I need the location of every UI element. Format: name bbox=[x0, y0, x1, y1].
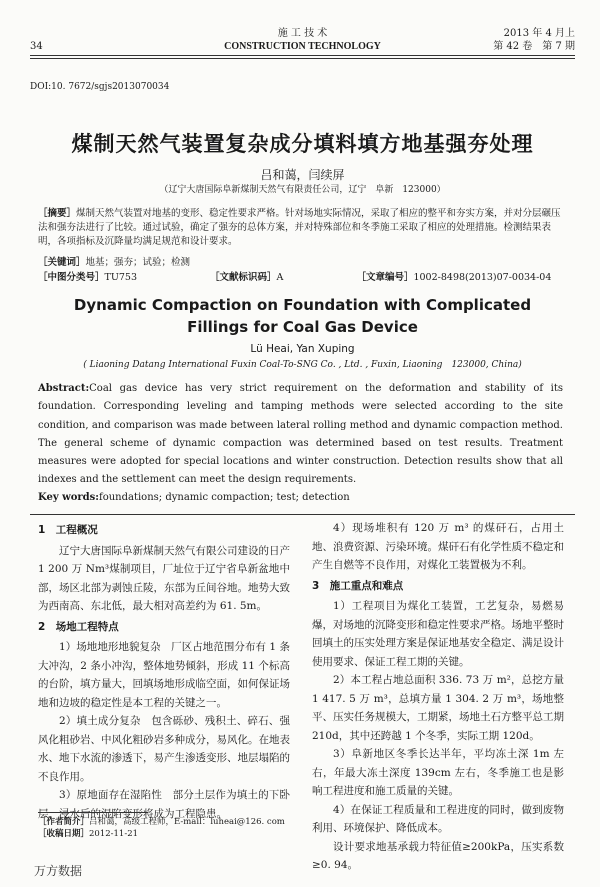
doi: DOI:10. 7672/sgjs2013070034 bbox=[30, 82, 170, 92]
abstract-cn bbox=[38, 207, 563, 249]
paragraph: 1）工程项目为煤化工装置，工艺复杂，易燃易爆，对场地的沉降变形和稳定性要求严格。场地平整时回填土的压实处理方案是保证地基安全稳定、满足设计使用要求、保证工程工期的关键。 bbox=[312, 600, 564, 668]
title-en-line1: Dynamic Compaction on Foundation with Complicated bbox=[73, 296, 532, 314]
issue-date: 2013 年 4 月上 bbox=[503, 28, 575, 39]
article-id-label: ［文章编号］ bbox=[356, 272, 414, 283]
paragraph: 2）本工程占地总面积 336. 73 万 m²，总挖方量 1 417. 5 万 m³，总填方量 1 304. 2 万 m³，场地整平、压实任务规模大，工期紧，场地土石方整平总工期 210d，其中还跨越 1 个冬季，实际工期 120d。 bbox=[312, 674, 564, 742]
author-bio-text: 吕和蔼，高级工程师，E-mail：luheai@126. com bbox=[89, 817, 285, 827]
received-date-text: 2012-11-21 bbox=[89, 829, 139, 839]
section-heading-1: 1 工程概况 bbox=[38, 524, 98, 536]
keywords-en-label: Key words: bbox=[38, 492, 99, 503]
right-column bbox=[312, 519, 564, 875]
doc-code-value: A bbox=[276, 272, 284, 283]
classification-line bbox=[38, 271, 563, 285]
title-en-line2: Fillings for Coal Gas Device bbox=[187, 318, 418, 336]
abstract-en bbox=[38, 380, 563, 490]
section-heading-3: 3 施工重点和难点 bbox=[312, 579, 404, 592]
journal-name-en: CONSTRUCTION TECHNOLOGY bbox=[224, 41, 381, 52]
paragraph: 辽宁大唐国际阜新煤制天然气有限公司建设的日产 1 200 万 Nm³煤制项目，厂址位于辽宁省阜新盆地中部，场区北部为剥蚀丘陵，东部为丘间谷地。地势大致为西南高、东北低，最大相对高差约为 61. 5m。 bbox=[38, 544, 290, 612]
page-number: 34 bbox=[30, 41, 43, 52]
article-id-value: 1002-8498(2013)07-0034-04 bbox=[413, 272, 552, 283]
paragraph: 4）在保证工程质量和工程进度的同时，做到废物利用、环境保护、降低成本。 bbox=[312, 803, 564, 834]
header-rule bbox=[30, 55, 575, 56]
keywords-cn-label: ［关键词］ bbox=[38, 257, 86, 268]
authors-en: Lü Heai, Yan Xuping bbox=[250, 343, 355, 355]
affiliation-cn: （辽宁大唐国际阜新煤制天然气有限责任公司，辽宁 阜新 123000） bbox=[159, 185, 446, 195]
received-date-label: ［收稿日期］ bbox=[38, 829, 90, 839]
paragraph: 1）场地地形地貌复杂 厂区占地范围分布有 1 条大冲沟，2 条小冲沟，整体地势倾斜，形成 11 个标高的台阶，填方量大，回填场地形成临空面，如何保证场地和边坡的稳定性是本工程的关键之一。 bbox=[38, 641, 290, 709]
abstract-rule bbox=[30, 514, 575, 515]
paragraph: 3）阜新地区冬季长达半年，平均冻土深 1m 左右，年最大冻土深度 139cm 左右，冬季施工也是影响工程进度和施工质量的关键。 bbox=[312, 748, 564, 797]
left-column bbox=[38, 519, 290, 823]
watermark: 万方数据 bbox=[34, 864, 83, 878]
paragraph: 3）原地面存在湿陷性 部分土层作为填土的下卧层，浸水后的湿陷变形将成为工程隐患。 bbox=[38, 789, 290, 820]
abstract-en-label: Abstract: bbox=[38, 383, 90, 394]
section-heading-2: 2 场地工程特点 bbox=[38, 620, 119, 633]
clc-value: TU753 bbox=[104, 272, 137, 283]
author-bio-label: ［作者简介］ bbox=[38, 817, 90, 827]
keywords-cn-text: 地基；强夯；试验；检测 bbox=[85, 257, 191, 268]
doc-code-label: ［文献标识码］ bbox=[210, 272, 277, 283]
footnote bbox=[38, 816, 298, 840]
keywords-en bbox=[38, 489, 563, 507]
abstract-cn-label: ［摘要］ bbox=[38, 208, 77, 219]
keywords-cn bbox=[38, 256, 563, 270]
paragraph: 2）填土成分复杂 包含砾砂、残积土、碎石、强风化粗砂岩、中风化粗砂岩多种成分，易风化。在地表水、地下水流的渗透下，易产生渗透变形、地层塌陷的不良作用。 bbox=[38, 715, 290, 783]
keywords-en-text: foundations; dynamic compaction; test; detection bbox=[99, 492, 350, 503]
clc-label: ［中图分类号］ bbox=[38, 272, 105, 283]
abstract-cn-text: 煤制天然气装置对地基的变形、稳定性要求严格。针对场地实际情况，采取了相应的整平和夯实方案，并对分层碾压法和强夯法进行了比较。通过试验，确定了强夯的总体方案，并对特殊部位和冬季施工采取了相应的处理措施。检测结果表明，各项指标及沉降量均满足规范和设计要求。 bbox=[38, 208, 561, 247]
paragraph: 4）现场堆积有 120 万 m³ 的煤矸石，占用土地、浪费资源、污染环境。煤矸石有化学性质不稳定和产生自燃等不良作用，对煤化工装置极为不利。 bbox=[312, 522, 564, 571]
abstract-en-text: Coal gas device has very strict requirement on the deformation and stability of its foundation. Corresponding leveling and tamping methods were selected according to the site condition, and comparison was made between lateral rolling method and dynamic compaction method. The general scheme of dynamic compaction was determined based on test results. Treatment measures were adopted for special locations and winter construction. Detection results show that all indexes and the settlement can meet the design requirements. bbox=[38, 383, 563, 486]
authors-cn: 吕和蔼，闫续屏 bbox=[260, 168, 345, 182]
volume-issue: 第 42 卷 第 7 期 bbox=[493, 41, 575, 52]
footnote-rule bbox=[38, 812, 148, 813]
header-rule-thin bbox=[30, 58, 575, 59]
journal-name-cn: 施 工 技 术 bbox=[277, 28, 328, 39]
title-cn: 煤制天然气装置复杂成分填料填方地基强夯处理 bbox=[71, 131, 534, 156]
paragraph: 设计要求地基承载力特征值≥200kPa，压实系数≥0. 94。 bbox=[312, 840, 564, 871]
affiliation-en: ( Liaoning Datang International Fuxin Coal-To-SNG Co. , Ltd. , Fuxin, Liaoning 123000, China) bbox=[83, 360, 522, 370]
